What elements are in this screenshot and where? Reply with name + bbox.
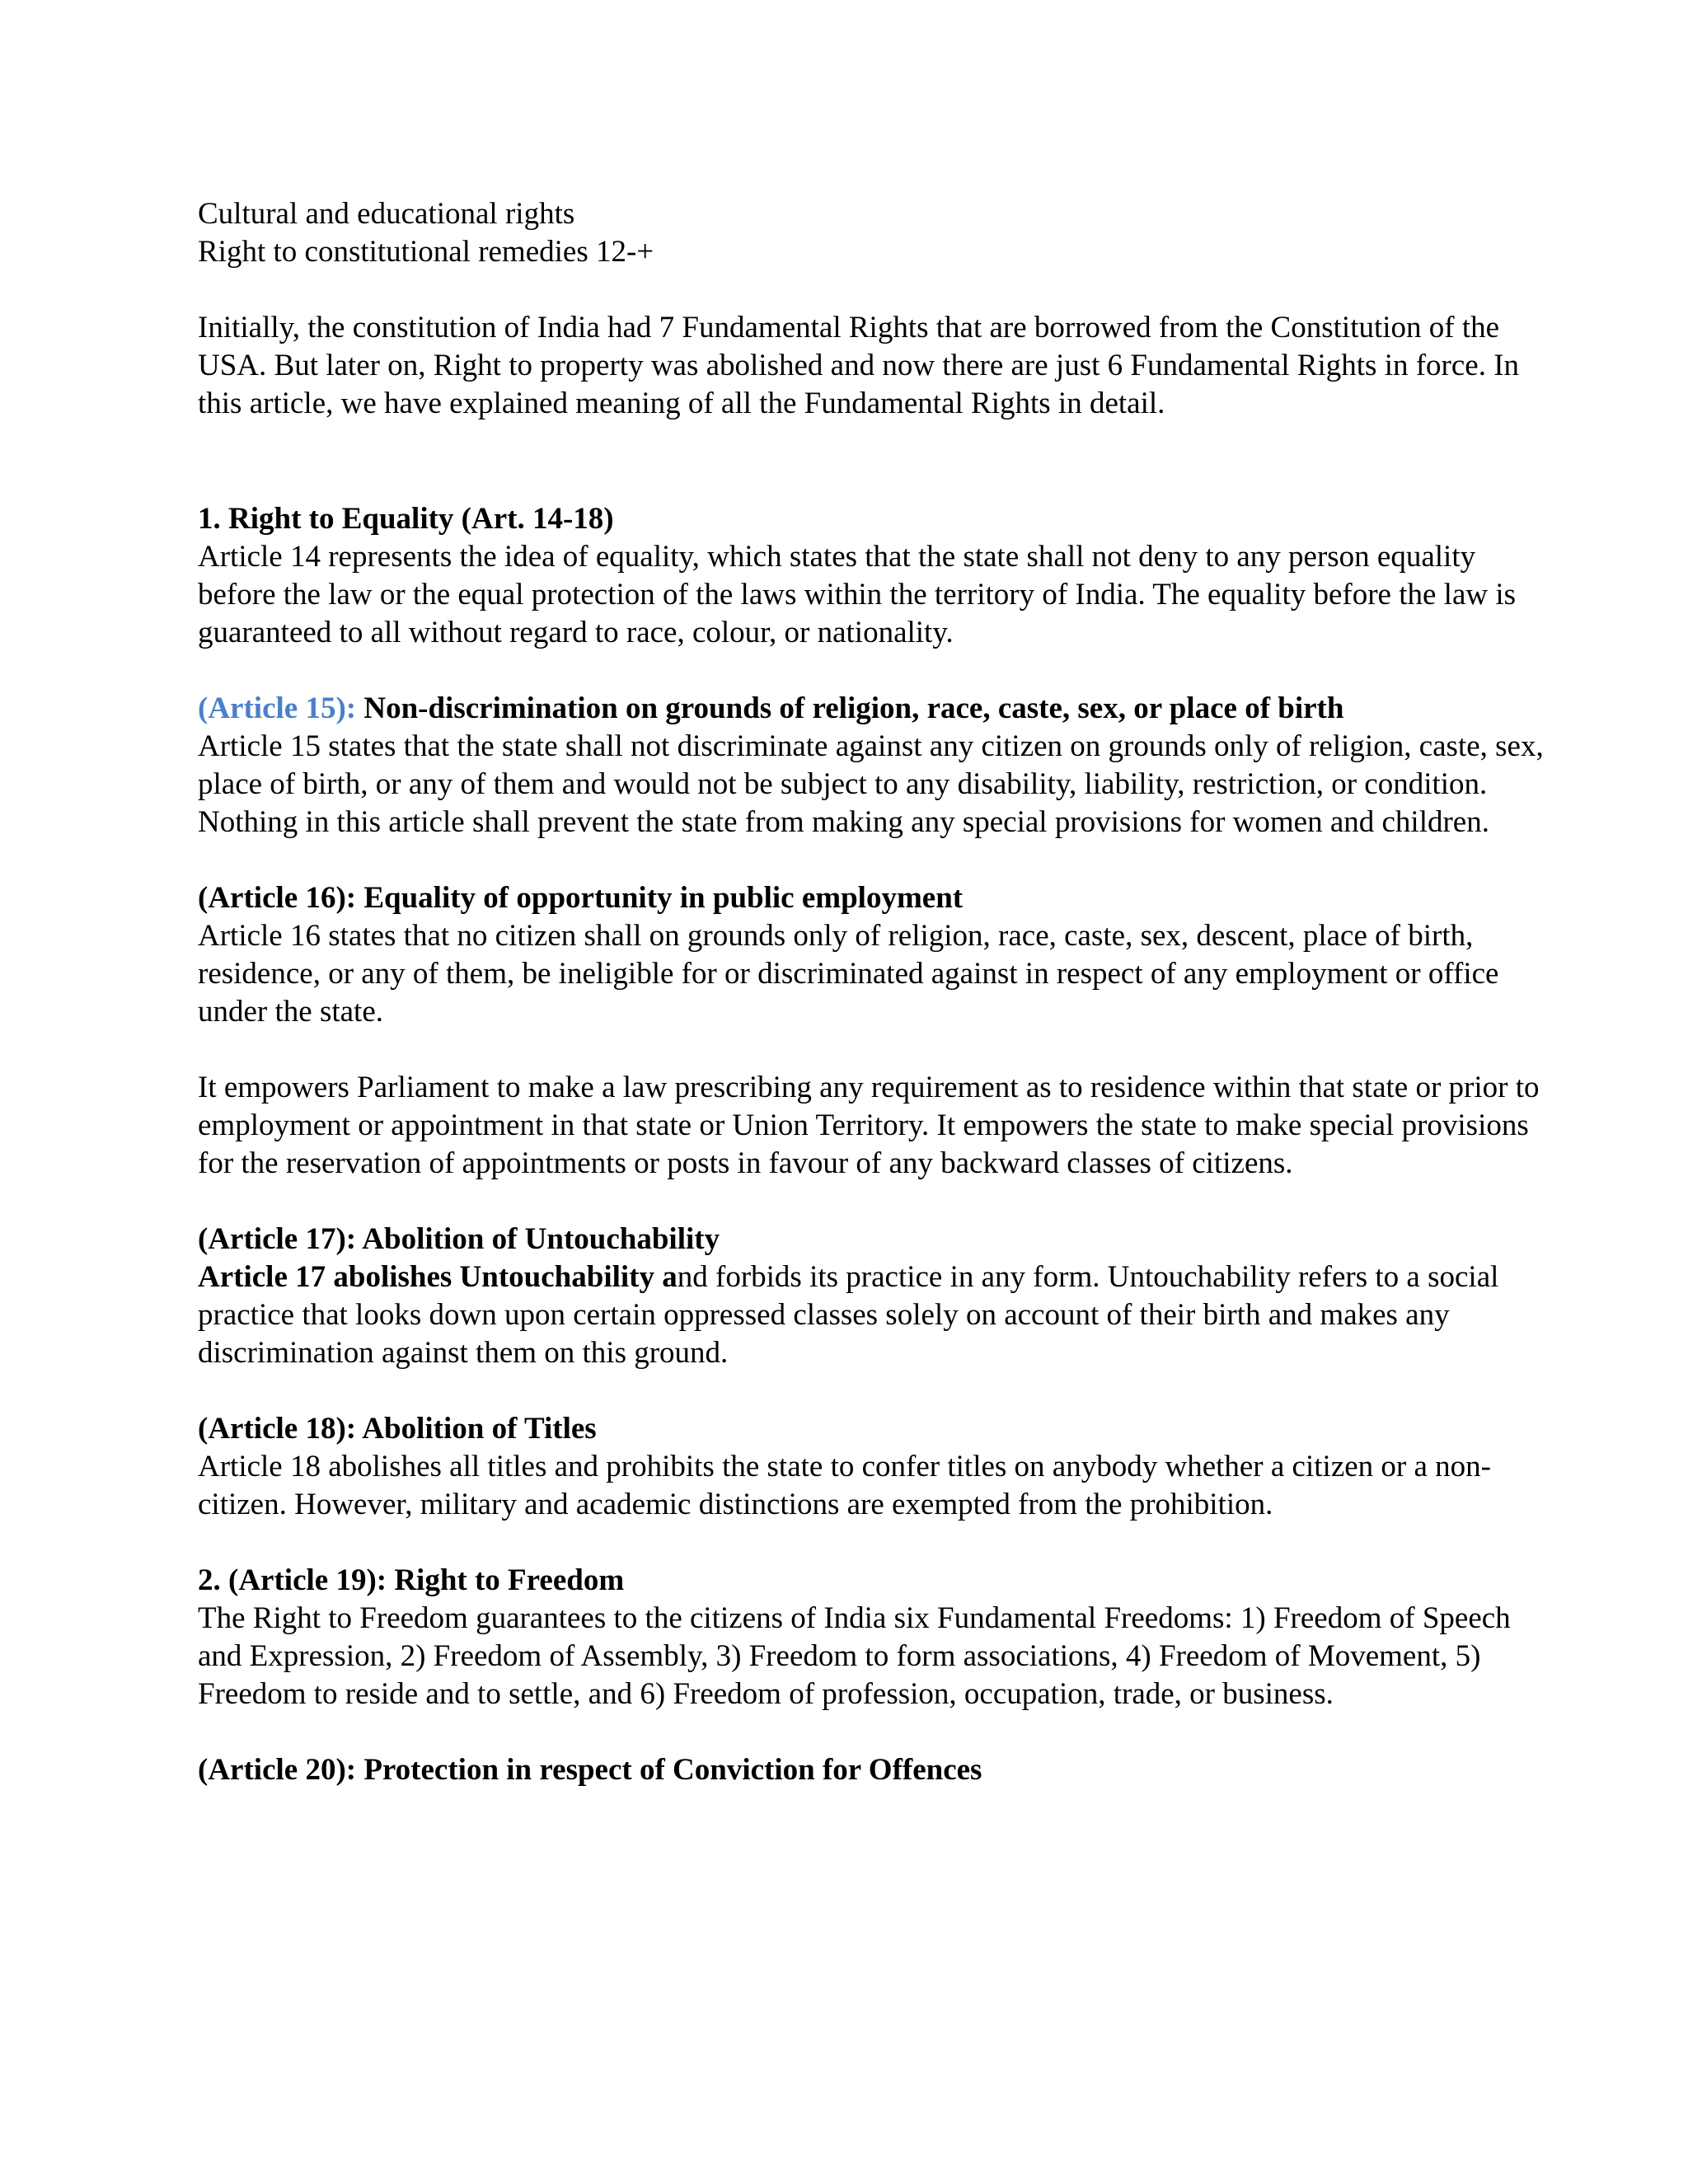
section-body [198, 1258, 1556, 1372]
section-body: Article 18 abolishes all titles and prohibits the state to confer titles on anybody whether a citizen or a non-citizen. However, military and academic distinctions are exempted from the prohibition. [198, 1450, 1491, 1521]
section-article-16 [198, 879, 1556, 1183]
section-body-2: It empowers Parliament to make a law prescribing any requirement as to residence within that state or prior to employment or appointment in that state or Union Territory. It empowers the state to make special provisions for the reservation of appointments or posts in favour of any backward classes of citizens. [198, 1071, 1540, 1180]
section-heading: (Article 18): Abolition of Titles [198, 1412, 597, 1446]
section-heading: (Article 17): Abolition of Untouchability [198, 1222, 720, 1256]
section-heading: 2. (Article 19): Right to Freedom [198, 1563, 625, 1597]
bold-lead: Article 17 abolishes Untouchability a [198, 1260, 678, 1294]
section-article-18 [198, 1410, 1556, 1524]
section-body: Article 16 states that no citizen shall on grounds only of religion, race, caste, sex, descent, place of birth, residence, or any of them, be ineligible for or discriminated against in respect of any employment or office under the state. [198, 919, 1499, 1029]
section-body: Article 14 represents the idea of equality, which states that the state shall not deny to any person equality before the law or the equal protection of the laws within the territory of India. The equality before the law is guaranteed to all without regard to race, colour, or nationality. [198, 540, 1517, 649]
section-heading: (Article 20): Protection in respect of Conviction for Offences [198, 1753, 982, 1787]
article-15-link[interactable]: (Article 15): [198, 691, 357, 725]
section-right-to-freedom [198, 1562, 1556, 1713]
section-heading: 1. Right to Equality (Art. 14-18) [198, 502, 614, 536]
section-article-20 [198, 1751, 1556, 1789]
section-body: Article 15 states that the state shall not discriminate against any citizen on grounds only of religion, caste, sex, place of birth, or any of them and would not be subject to any disability, liability, restriction, or condition. Nothing in this article shall prevent the state from making any special provisions for women and children. [198, 729, 1544, 839]
heading-text: Non-discrimination on grounds of religion, race, caste, sex, or place of birth [356, 691, 1344, 725]
section-article-15 [198, 690, 1556, 841]
section-heading: (Article 16): Equality of opportunity in public employment [198, 881, 964, 915]
intro-line-1: Cultural and educational rights [198, 197, 575, 231]
body-text: nd forbids its practice in any form. Untouchability refers to a social practice that looks down upon certain oppressed classes solely on account of their birth and makes any discrimination against them on this ground. [198, 1260, 1499, 1370]
section-article-17 [198, 1221, 1556, 1372]
intro-paragraph: Initially, the constitution of India had 7 Fundamental Rights that are borrowed from the Constitution of the USA. But later on, Right to property was abolished and now there are just 6 Fundamental Rights in force. In this article, we have explained meaning of all the Fundamental Rights in detail. [198, 311, 1520, 420]
section-body: The Right to Freedom guarantees to the citizens of India six Fundamental Freedoms: 1) Freedom of Speech and Expression, 2) Freedom of Assembly, 3) Freedom to form associations, 4) Freedom of Movement, 5) Freedom to reside and to settle, and 6) Freedom of profession, occupation, trade, or business. [198, 1601, 1511, 1711]
section-heading [198, 690, 1556, 728]
intro-line-2: Right to constitutional remedies 12-+ [198, 235, 654, 269]
section-right-to-equality [198, 500, 1556, 652]
